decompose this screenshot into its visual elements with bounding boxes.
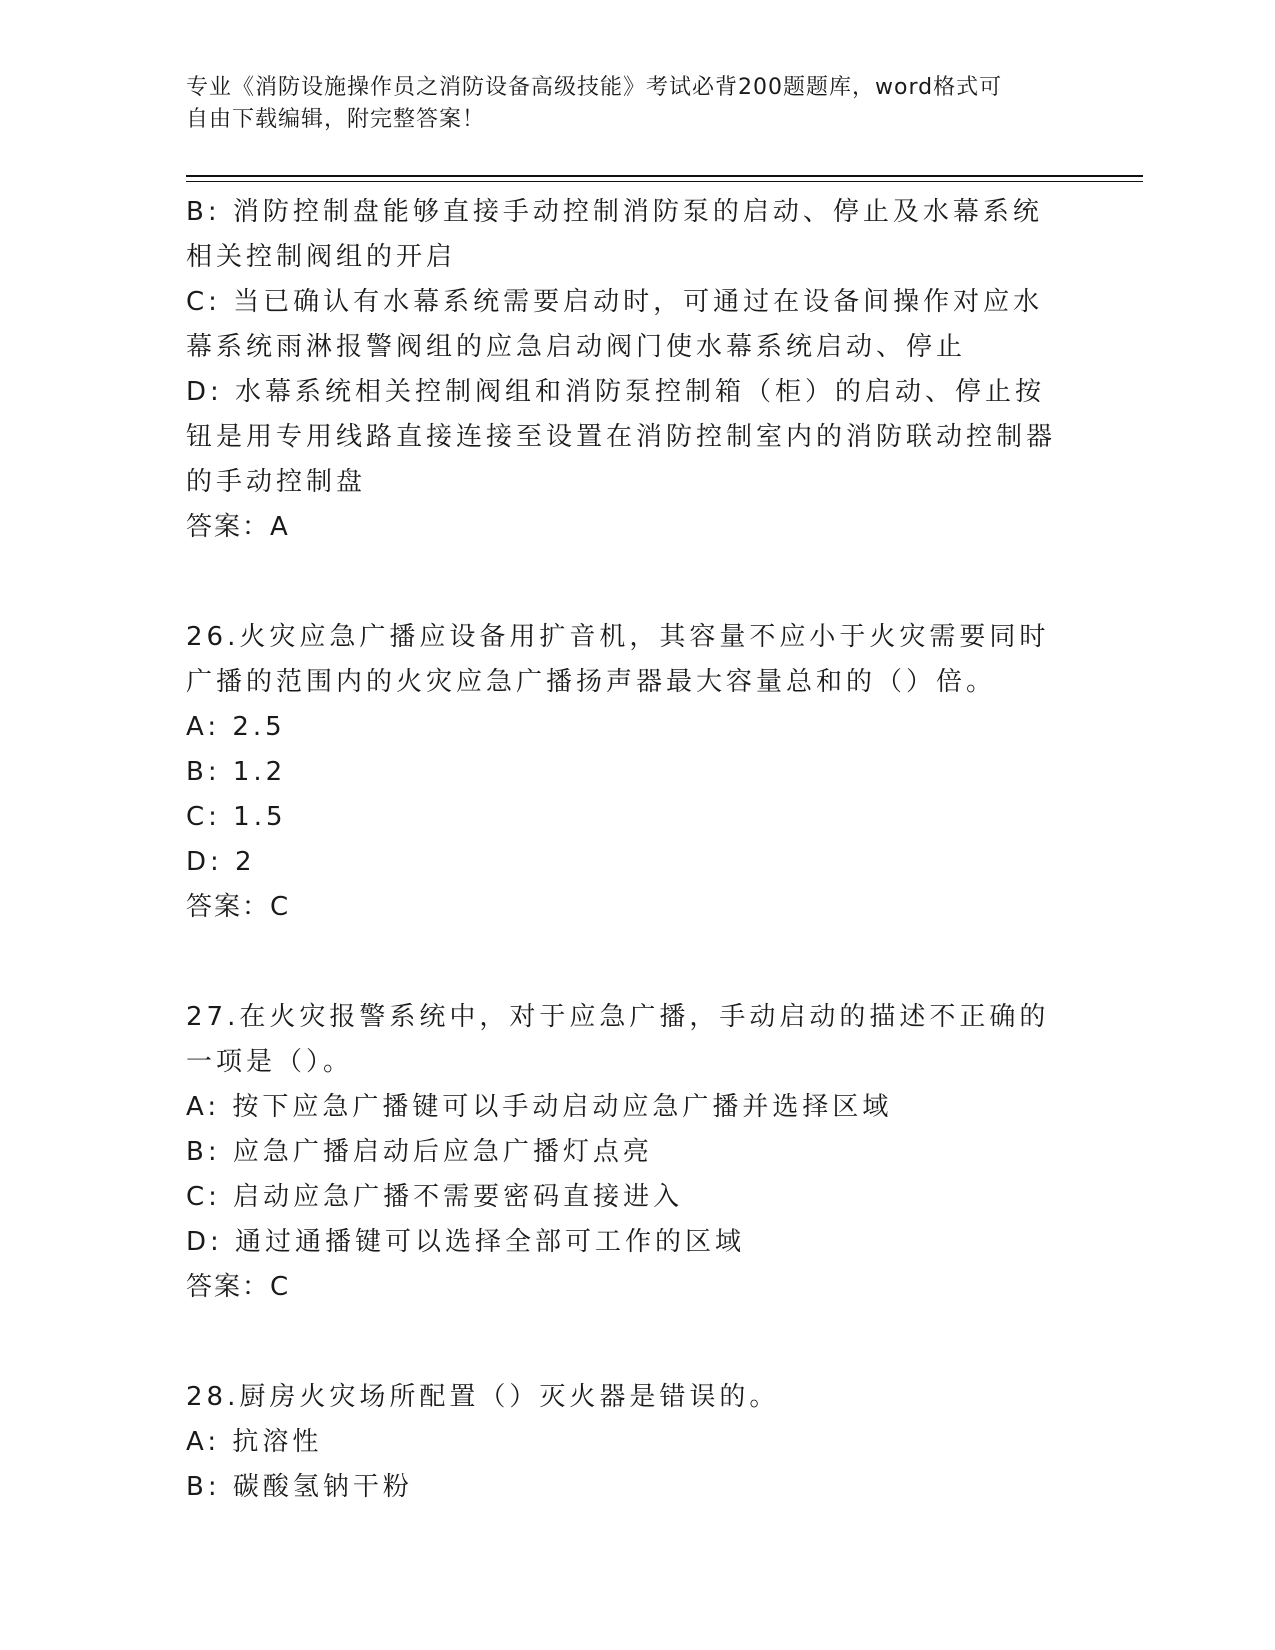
- option-a: A: 2.5: [186, 712, 286, 742]
- option-d: D: 水幕系统相关控制阀组和消防泵控制箱（柜）的启动、停止按钮是用专用线路直接连接至设置在消防控制室内的消防联动控制器的手动控制盘: [186, 377, 1057, 497]
- option-b: B: 应急广播启动后应急广播灯点亮: [186, 1137, 653, 1167]
- question-26: [186, 615, 1066, 930]
- question-list: [186, 190, 1066, 1510]
- question-25-tail: [186, 190, 1066, 550]
- answer-line: 答案：C: [186, 1272, 291, 1302]
- header-line-1: 专业《消防设施操作员之消防设备高级技能》考试必背200题题库，word格式可: [186, 75, 1003, 100]
- answer-line: 答案：A: [186, 512, 290, 542]
- header-rule-thick: [186, 175, 1143, 177]
- option-c: C: 1.5: [186, 802, 287, 832]
- header-rule-thin: [186, 181, 1143, 182]
- document-header: [186, 72, 1086, 136]
- question-27: [186, 995, 1066, 1310]
- question-stem: 28.厨房火灾场所配置（）灭火器是错误的。: [186, 1382, 780, 1412]
- option-c: C: 当已确认有水幕系统需要启动时，可通过在设备间操作对应水幕系统雨淋报警阀组的应急启动阀门使水幕系统启动、停止: [186, 287, 1044, 362]
- option-c: C: 启动应急广播不需要密码直接进入: [186, 1182, 684, 1212]
- option-b: B: 1.2: [186, 757, 287, 787]
- option-a: A: 按下应急广播键可以手动启动应急广播并选择区域: [186, 1092, 893, 1122]
- question-stem: 26.火灾应急广播应设备用扩音机，其容量不应小于火灾需要同时广播的范围内的火灾应急广播扬声器最大容量总和的（）倍。: [186, 622, 1050, 697]
- option-d: D: 通过通播键可以选择全部可工作的区域: [186, 1227, 746, 1257]
- option-d: D: 2: [186, 847, 256, 877]
- question-stem: 27.在火灾报警系统中，对于应急广播，手动启动的描述不正确的一项是（）。: [186, 1002, 1050, 1077]
- header-line-2: 自由下载编辑，附完整答案！: [186, 107, 486, 132]
- answer-line: 答案：C: [186, 892, 291, 922]
- option-b: B: 消防控制盘能够直接手动控制消防泵的启动、停止及水幕系统相关控制阀组的开启: [186, 197, 1043, 272]
- question-28: [186, 1375, 1066, 1510]
- option-b: B: 碳酸氢钠干粉: [186, 1472, 413, 1502]
- option-a: A: 抗溶性: [186, 1427, 323, 1457]
